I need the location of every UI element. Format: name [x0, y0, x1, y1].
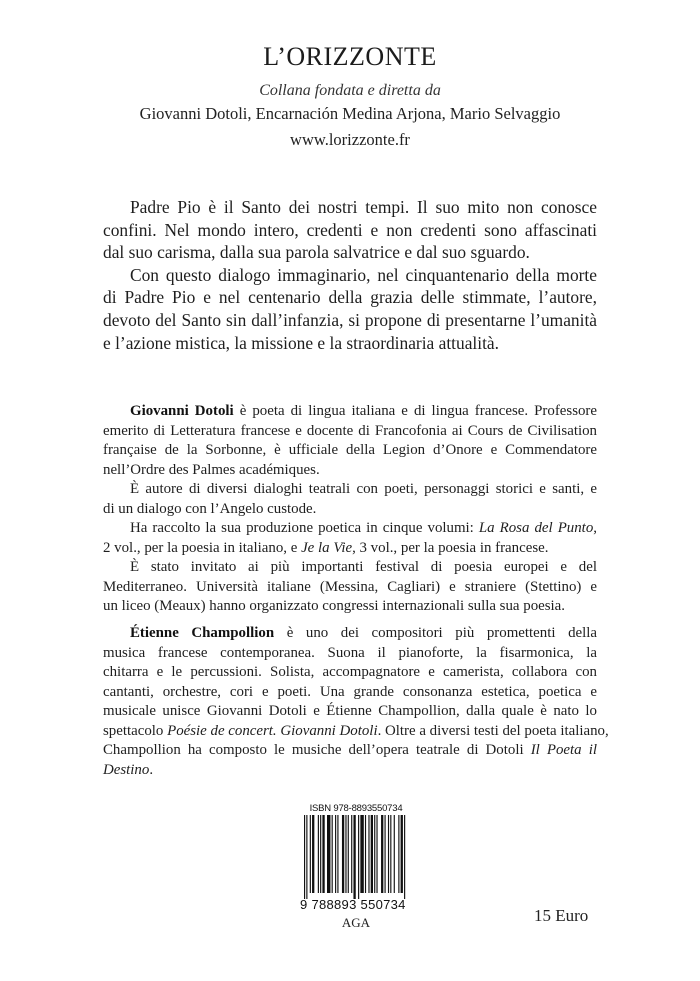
- opera-title: Destino: [103, 761, 150, 778]
- bio-text: , 3 vol., per la poesia in francese.: [352, 539, 549, 556]
- barcode-bar: [371, 815, 373, 893]
- barcode-bar: [376, 815, 377, 893]
- bio-line: Mediterraneo. Università italiane (Messina, Cagliari) e straniere (Stettino) e: [103, 578, 597, 595]
- barcode-bar: [368, 815, 369, 893]
- author-name: Étienne Champollion: [130, 625, 275, 641]
- book-blurb: [103, 196, 597, 354]
- barcode-bar: [342, 815, 344, 893]
- bio-line: [103, 539, 597, 559]
- series-subtitle: Collana fondata e diretta da: [259, 82, 441, 99]
- bio-line: [103, 624, 597, 644]
- bio-line: [103, 519, 597, 539]
- author-bio-champollion: [103, 624, 609, 780]
- bio-text: .: [149, 761, 154, 778]
- barcode-bar: [365, 815, 366, 893]
- distributor-code: AGA: [341, 915, 371, 930]
- barcode-bar: [381, 815, 383, 893]
- barcode-bar: [398, 815, 399, 893]
- barcode-bar: [374, 815, 375, 893]
- barcode-bar: [390, 815, 391, 893]
- blurb-line: e l’azione mistica, la missione e la straordinaria attualità.: [103, 332, 499, 353]
- bio-line: di un dialogo con l’Angelo custode.: [103, 500, 317, 517]
- blurb-line: di Padre Pio e nel centenario della grazia delle stimmate, l’autore,: [103, 287, 597, 308]
- bio-line: [103, 722, 609, 742]
- bio-text: è uno dei compositori più promettenti della: [274, 625, 598, 641]
- blurb-line: confini. Nel mondo intero, credenti e non credenti sono affascinati: [103, 219, 597, 240]
- barcode-bar: [312, 815, 314, 893]
- barcode-bars: [300, 815, 412, 899]
- bio-text: Champollion ha composto le musiche dell’opera teatrale di Dotoli: [103, 742, 531, 758]
- barcode-bar: [360, 815, 363, 893]
- barcode-bar: [306, 815, 307, 899]
- bio-line: musicale unisce Giovanni Dotoli e Étienne Champollion, dalla quale è nato lo: [103, 703, 597, 719]
- author-bio-dotoli: [103, 402, 597, 617]
- isbn-barcode: [300, 803, 412, 912]
- bio-text: 2 vol., per la poesia in italiano, e: [103, 539, 302, 556]
- bio-text: ,: [593, 520, 598, 536]
- barcode-bar: [401, 815, 403, 893]
- barcode-bar: [385, 815, 386, 893]
- barcode-bar: [322, 815, 324, 893]
- barcode-bar: [327, 815, 330, 893]
- work-title: La Rosa del Punto: [478, 520, 594, 536]
- bio-line: emerito di Letteratura francese e docente di Francofonia ai Cours de Civilisation: [103, 422, 597, 439]
- barcode-bar: [335, 815, 336, 893]
- series-website[interactable]: www.lorizzonte.fr: [290, 130, 410, 149]
- barcode-bar: [348, 815, 349, 893]
- bio-line: È stato invitato ai più importanti festival di poesia europei e del: [130, 559, 597, 575]
- blurb-line: Padre Pio è il Santo dei nostri tempi. Il suo mito non conosce: [130, 197, 597, 217]
- blurb-line: dal suo carisma, dalla sua parola salvatrice e dal suo sguardo.: [103, 242, 530, 263]
- bio-line: chitarra e le percussioni. Solista, accompagnatore e camerista, collabora con: [103, 664, 597, 680]
- bio-line: [103, 741, 597, 761]
- bio-line: musica francese contemporanea. Suona il pianoforte, la fisarmonica, la: [103, 644, 597, 661]
- barcode-bar: [337, 815, 338, 893]
- opera-title: Il Poeta il: [530, 742, 597, 758]
- bio-line: [103, 761, 597, 781]
- price: 15 Euro: [534, 906, 589, 925]
- barcode-bar: [310, 815, 311, 893]
- show-title: Poésie de concert. Giovanni Dotoli: [167, 722, 378, 739]
- bio-text: . Oltre a diversi testi del poeta italiano,: [377, 722, 609, 739]
- blurb-line: Con questo dialogo immaginario, nel cinquantenario della morte: [130, 264, 597, 285]
- bio-line: È autore di diversi dialoghi teatrali con poeti, personaggi storici e santi, e: [130, 481, 597, 497]
- barcode-bar: [320, 815, 321, 893]
- barcode-bar: [358, 815, 359, 899]
- author-name: Giovanni Dotoli: [130, 403, 234, 419]
- isbn-label: ISBN 978-8893550734: [309, 803, 403, 814]
- barcode-bar: [304, 815, 305, 899]
- barcode-bar: [388, 815, 389, 893]
- bio-text: spettacolo: [103, 722, 168, 739]
- bio-line: nell’Ordre des Palmes académiques.: [103, 461, 320, 478]
- barcode-bar: [394, 815, 395, 893]
- bio-line: un liceo (Meaux) hanno organizzato congressi internazionali sulla sua poesia.: [103, 598, 566, 614]
- bio-line: française de la Sorbonne, è ufficiale della Legion d’Onore e Commendatore: [103, 442, 597, 458]
- bio-text: Ha raccolto la sua produzione poetica in cinque volumi:: [130, 520, 479, 536]
- work-title: Je la Vie: [301, 539, 353, 556]
- barcode-bar: [404, 815, 405, 899]
- bio-line: cantanti, orchestre, cori e poeti. Una grande consonanza estetica, poetica e: [103, 683, 597, 700]
- bio-line: [103, 402, 597, 422]
- barcode-bar: [332, 815, 333, 893]
- blurb-line: devoto del Santo sin dall’infanzia, si propone di presentarne l’umanità: [103, 309, 597, 330]
- barcode-bar: [345, 815, 346, 893]
- bio-text: è poeta di lingua italiana e di lingua francese. Professore: [233, 403, 598, 419]
- series-directors: Giovanni Dotoli, Encarnación Medina Arjona, Mario Selvaggio: [139, 104, 561, 123]
- barcode-bar: [353, 815, 355, 899]
- barcode-bar: [351, 815, 352, 893]
- series-title: L’ORIZZONTE: [263, 42, 437, 71]
- isbn-digits: 9 788893 550734: [300, 897, 406, 912]
- barcode-bar: [318, 815, 319, 893]
